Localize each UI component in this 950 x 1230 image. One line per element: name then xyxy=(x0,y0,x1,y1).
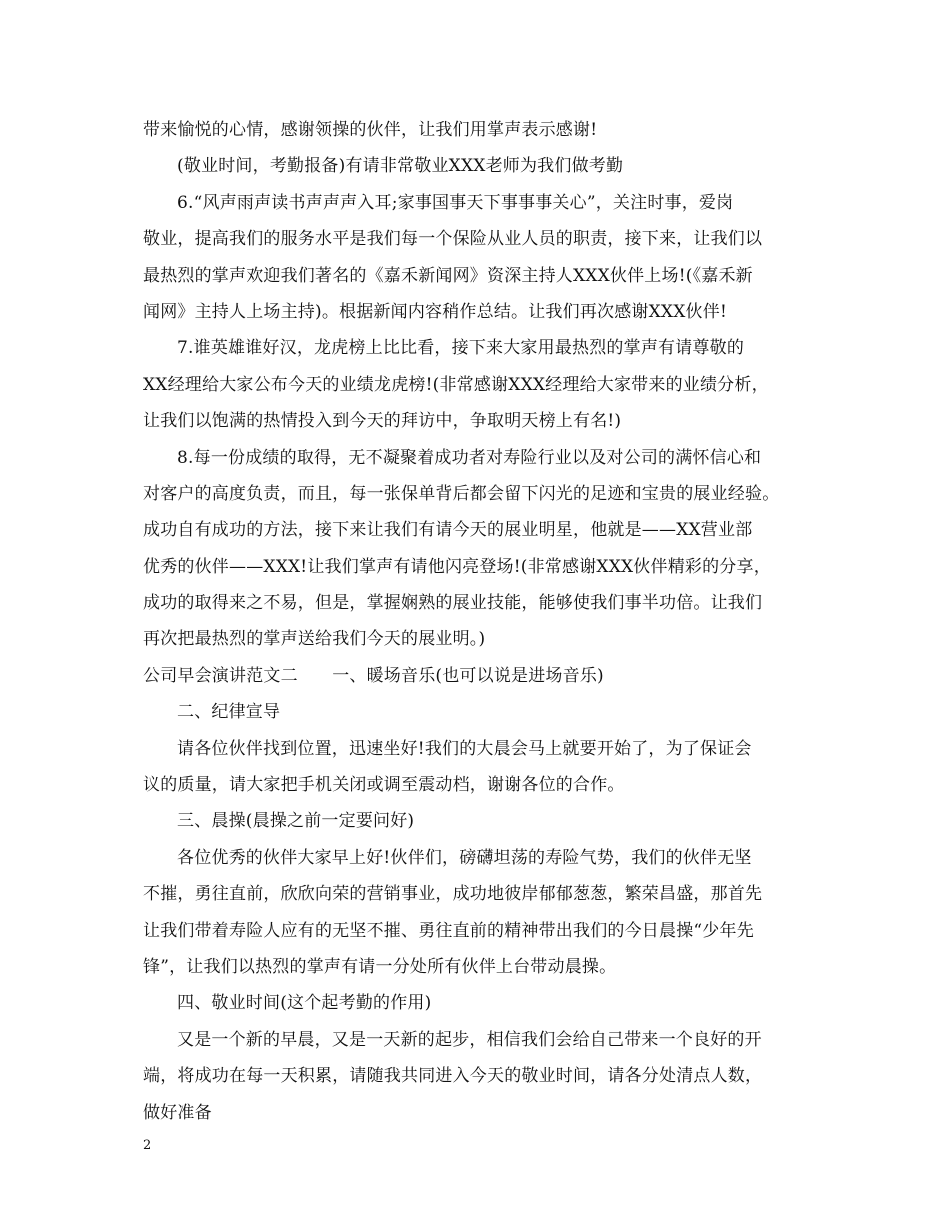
text-line: 议的质量，请大家把手机关闭或调至震动档，谢谢各位的合作。 xyxy=(143,775,625,796)
text-line: 带来愉悦的心情，感谢领操的伙伴，让我们用掌声表示感谢! xyxy=(143,120,598,140)
text-line: 锋”，让我们以热烈的掌声有请一分处所有伙伴上台带动晨操。 xyxy=(143,956,617,977)
text-line: 四、敬业时间(这个起考勤的作用) xyxy=(177,993,432,1014)
text-line: 对客户的高度负责，而且，每一张保单背后都会留下闪光的足迹和宝贵的展业经验。 xyxy=(143,483,780,504)
text-line: 8.每一份成绩的取得，无不凝聚着成功者对寿险行业以及对公司的满怀信心和 xyxy=(177,447,762,468)
text-line: 三、晨操(晨操之前一定要问好) xyxy=(177,811,415,832)
text-line: 最热烈的掌声欢迎我们著名的《嘉禾新闻网》资深主持人XXX伙伴上场!(《嘉禾新 xyxy=(143,265,753,286)
text-line: 7.谁英雄谁好汉，龙虎榜上比比看，接下来大家用最热烈的掌声有请尊敬的 xyxy=(177,338,745,359)
text-line: 二、纪律宣导 xyxy=(177,702,281,723)
text-line: 请各位伙伴找到位置，迅速坐好!我们的大晨会马上就要开始了，为了保证会 xyxy=(177,738,752,759)
text-line: 闻网》主持人上场主持)。根据新闻内容稍作总结。让我们再次感谢XXX伙伴! xyxy=(143,301,727,322)
text-line: 端，将成功在每一天积累，请随我共同进入今天的敬业时间，请各分处清点人数， xyxy=(143,1066,763,1087)
text-line: XX经理给大家公布今天的业绩龙虎榜!(非常感谢XXX经理给大家带来的业绩分析， xyxy=(143,374,769,395)
text-line: 不摧，勇往直前，欣欣向荣的营销事业，成功地彼岸郁郁葱葱，繁荣昌盛，那首先 xyxy=(143,884,763,905)
text-line: 再次把最热烈的掌声送给我们今天的展业明。) xyxy=(143,629,486,650)
text-line: 公司早会演讲范文二 一、暖场音乐(也可以说是进场音乐) xyxy=(143,665,604,686)
text-line: 成功自有成功的方法，接下来让我们有请今天的展业明星，他就是——XX营业部 xyxy=(143,520,753,541)
text-line: 敬业，提高我们的服务水平是我们每一个保险从业人员的职责，接下来，让我们以 xyxy=(143,229,763,250)
document-body xyxy=(143,112,823,1131)
text-line: 各位优秀的伙伴大家早上好!伙伴们，磅礴坦荡的寿险气势，我们的伙伴无坚 xyxy=(177,847,752,868)
text-line: 成功的取得来之不易，但是，掌握娴熟的展业技能，能够使我们事半功倍。让我们 xyxy=(143,593,763,614)
text-line: 6.“风声雨声读书声声声入耳;家事国事天下事事事关心”，关注时事，爱岗 xyxy=(177,192,734,213)
text-line: 优秀的伙伴——XXX!让我们掌声有请他闪亮登场!(非常感谢XXX伙伴精彩的分享， xyxy=(143,556,771,577)
text-line: 又是一个新的早晨，又是一天新的起步，相信我们会给自己带来一个良好的开 xyxy=(177,1029,762,1050)
page-number: 2 xyxy=(143,1138,152,1153)
text-line: 做好准备 xyxy=(143,1102,212,1123)
text-line: (敬业时间，考勤报备)有请非常敬业XXX老师为我们做考勤 xyxy=(177,156,624,177)
text-line: 让我们以饱满的热情投入到今天的拜访中，争取明天榜上有名!) xyxy=(143,411,622,432)
text-line: 让我们带着寿险人应有的无坚不摧、勇往直前的精神带出我们的今日晨操“少年先 xyxy=(143,920,754,941)
